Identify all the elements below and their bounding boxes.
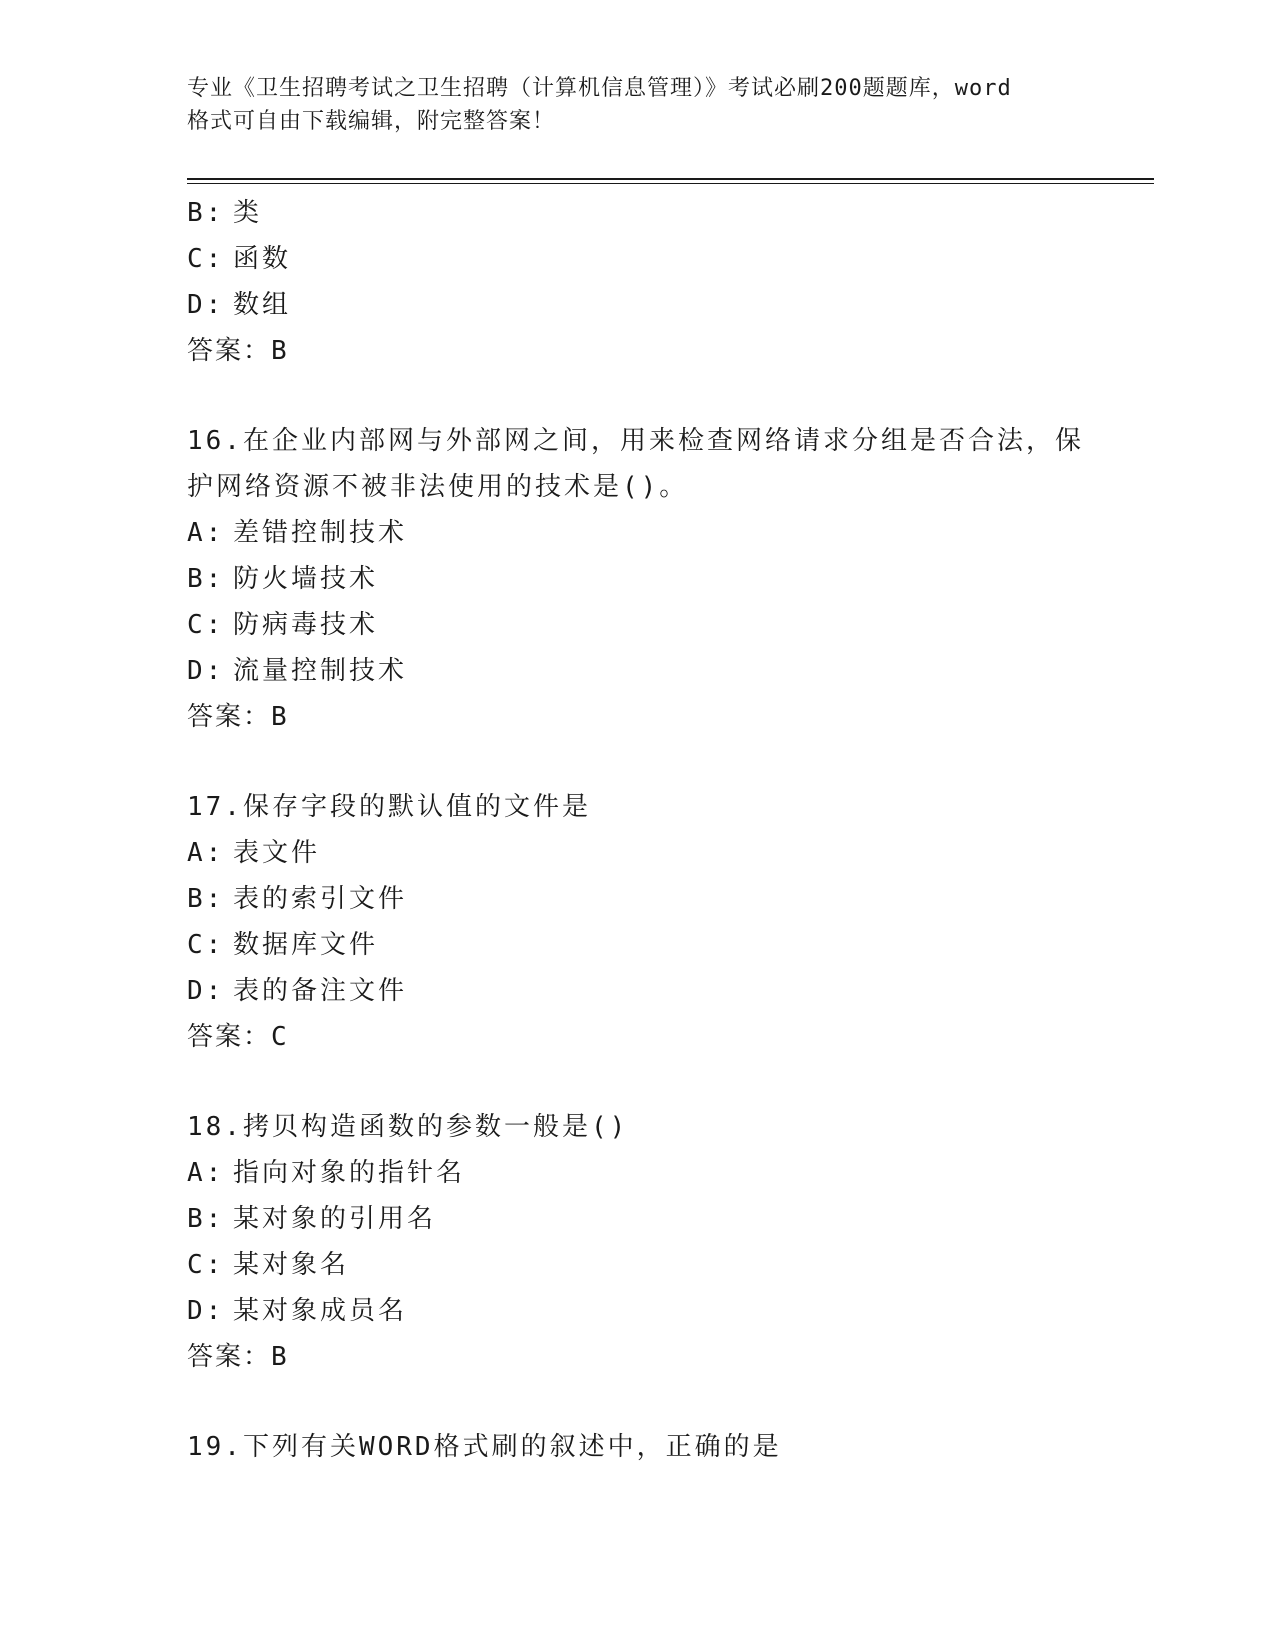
option-text: 流量控制技术	[233, 656, 408, 686]
option-c	[187, 602, 1087, 648]
option-key: B:	[187, 884, 225, 914]
question-stem-line-2: 护网络资源不被非法使用的技术是()。	[187, 472, 689, 502]
header-title-line-2: 格式可自由下载编辑，附完整答案！	[187, 109, 556, 134]
option-d	[187, 968, 1087, 1014]
option-c	[187, 1242, 1087, 1288]
spacer	[187, 374, 1087, 418]
option-key: C:	[187, 1250, 225, 1280]
option-d	[187, 648, 1087, 694]
question-17	[187, 784, 1087, 1060]
option-text: 函数	[233, 244, 292, 274]
option-a	[187, 830, 1087, 876]
option-c	[187, 922, 1087, 968]
option-text: 某对象的引用名	[233, 1204, 437, 1234]
option-key: D:	[187, 290, 225, 320]
question-16	[187, 418, 1087, 740]
option-key: A:	[187, 838, 225, 868]
option-text: 表的索引文件	[233, 884, 408, 914]
option-key: A:	[187, 518, 225, 548]
spacer	[187, 1380, 1087, 1424]
option-text: 指向对象的指针名	[233, 1158, 466, 1188]
answer-line: 答案：B	[187, 336, 289, 366]
option-text: 某对象成员名	[233, 1296, 408, 1326]
question-15-continuation	[187, 190, 1087, 374]
option-key: C:	[187, 610, 225, 640]
option-text: 数据库文件	[233, 930, 379, 960]
option-text: 表文件	[233, 838, 321, 868]
header-title-line-1: 专业《卫生招聘考试之卫生招聘（计算机信息管理）》考试必刷200题题库，word	[187, 76, 1012, 101]
spacer	[187, 740, 1087, 784]
option-text: 差错控制技术	[233, 518, 408, 548]
question-stem-line-1: 18.拷贝构造函数的参数一般是()	[187, 1112, 629, 1142]
question-stem-line-1: 17.保存字段的默认值的文件是	[187, 792, 591, 822]
option-c	[187, 236, 1087, 282]
option-key: B:	[187, 1204, 225, 1234]
option-text: 数组	[233, 290, 292, 320]
question-list	[187, 190, 1087, 1470]
option-d	[187, 282, 1087, 328]
option-key: B:	[187, 198, 225, 228]
option-key: D:	[187, 656, 225, 686]
question-stem-line-1: 19.下列有关WORD格式刷的叙述中，正确的是	[187, 1432, 782, 1462]
answer-line: 答案：C	[187, 1022, 289, 1052]
question-19	[187, 1424, 1087, 1470]
option-key: D:	[187, 976, 225, 1006]
option-text: 防病毒技术	[233, 610, 379, 640]
option-key: C:	[187, 244, 225, 274]
option-key: A:	[187, 1158, 225, 1188]
header-divider-thick	[187, 178, 1154, 180]
option-b	[187, 1196, 1087, 1242]
question-stem-line-1: 16.在企业内部网与外部网之间，用来检查网络请求分组是否合法，保	[187, 426, 1084, 456]
option-key: C:	[187, 930, 225, 960]
option-text: 某对象名	[233, 1250, 350, 1280]
option-key: D:	[187, 1296, 225, 1326]
option-b	[187, 876, 1087, 922]
option-a	[187, 510, 1087, 556]
option-text: 表的备注文件	[233, 976, 408, 1006]
spacer	[187, 1060, 1087, 1104]
option-b	[187, 190, 1087, 236]
option-key: B:	[187, 564, 225, 594]
page-header	[187, 72, 1087, 138]
option-text: 类	[233, 198, 263, 228]
answer-line: 答案：B	[187, 702, 289, 732]
option-text: 防火墙技术	[233, 564, 379, 594]
option-d	[187, 1288, 1087, 1334]
header-divider-thin	[187, 183, 1154, 184]
option-b	[187, 556, 1087, 602]
question-18	[187, 1104, 1087, 1380]
option-a	[187, 1150, 1087, 1196]
answer-line: 答案：B	[187, 1342, 289, 1372]
